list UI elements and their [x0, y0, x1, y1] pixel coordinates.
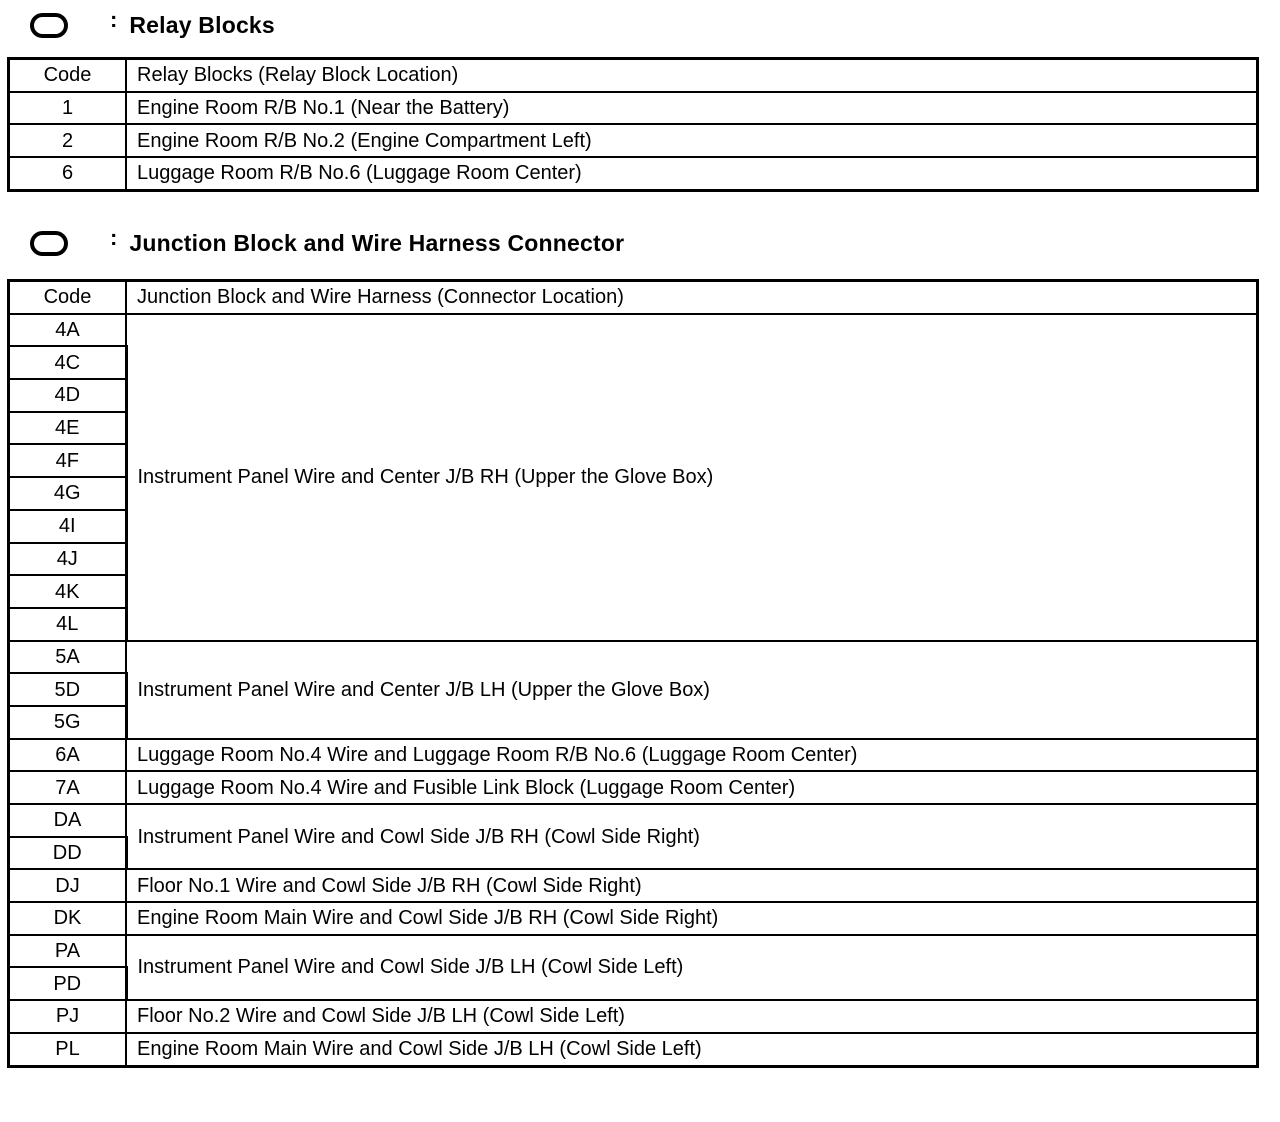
junction-block-table: [7, 279, 1259, 1068]
table-row: [9, 1033, 1258, 1066]
junction-location-cell: Engine Room Main Wire and Cowl Side J/B RH (Cowl Side Right): [126, 902, 1258, 935]
junction-block-header: [30, 223, 624, 263]
junction-code-cell: 4K: [9, 575, 127, 608]
junction-code-cell: 4F: [9, 444, 127, 477]
junction-code-cell: 7A: [9, 771, 127, 804]
junction-code-cell: PJ: [9, 1000, 127, 1033]
junction-code-cell: 4J: [9, 543, 127, 576]
junction-code-cell: 5D: [9, 673, 127, 706]
relay-header-colon: :: [110, 7, 118, 32]
junction-location-cell: Instrument Panel Wire and Center J/B LH (Upper the Glove Box): [126, 641, 1258, 739]
table-row: [9, 92, 1258, 125]
junction-code-cell: DK: [9, 902, 127, 935]
junction-location-cell: Engine Room Main Wire and Cowl Side J/B LH (Cowl Side Left): [126, 1033, 1258, 1066]
junction-code-cell: DD: [9, 837, 127, 870]
junction-code-cell: DJ: [9, 869, 127, 902]
junction-code-cell: PA: [9, 935, 127, 968]
junction-table-header-row: [9, 281, 1258, 314]
table-row: [9, 739, 1258, 772]
junction-code-cell: DA: [9, 804, 127, 837]
relay-code-cell: 6: [9, 157, 127, 190]
junction-code-cell: 4D: [9, 379, 127, 412]
relay-location-cell: Engine Room R/B No.2 (Engine Compartment Left): [126, 124, 1258, 157]
table-row: [9, 869, 1258, 902]
junction-location-cell: Luggage Room No.4 Wire and Fusible Link Block (Luggage Room Center): [126, 771, 1258, 804]
relay-code-cell: 1: [9, 92, 127, 125]
table-row: [9, 804, 1258, 837]
junction-code-cell: PL: [9, 1033, 127, 1066]
relay-table-header-row: [9, 59, 1258, 92]
junction-code-cell: 5A: [9, 641, 127, 674]
relay-code-cell: 2: [9, 124, 127, 157]
table-row: [9, 771, 1258, 804]
junction-code-cell: 4L: [9, 608, 127, 641]
table-row: [9, 124, 1258, 157]
junction-code-cell: 5G: [9, 706, 127, 739]
junction-location-cell: Floor No.2 Wire and Cowl Side J/B LH (Cowl Side Left): [126, 1000, 1258, 1033]
junction-location-cell: Instrument Panel Wire and Center J/B RH (Upper the Glove Box): [126, 314, 1258, 641]
table-row: [9, 157, 1258, 190]
relay-blocks-header: [30, 5, 275, 45]
junction-code-cell: 4E: [9, 412, 127, 445]
junction-code-cell: 4G: [9, 477, 127, 510]
relay-location-column-header: Relay Blocks (Relay Block Location): [126, 59, 1258, 92]
junction-code-cell: 6A: [9, 739, 127, 772]
relay-code-column-header: Code: [9, 59, 127, 92]
junction-code-cell: 4C: [9, 346, 127, 379]
junction-location-cell: Luggage Room No.4 Wire and Luggage Room R/B No.6 (Luggage Room Center): [126, 739, 1258, 772]
junction-code-cell: 4A: [9, 314, 127, 347]
junction-location-column-header: Junction Block and Wire Harness (Connector Location): [126, 281, 1258, 314]
junction-location-cell: Instrument Panel Wire and Cowl Side J/B LH (Cowl Side Left): [126, 935, 1258, 1000]
junction-code-cell: PD: [9, 967, 127, 1000]
table-row: [9, 1000, 1258, 1033]
table-row: [9, 902, 1258, 935]
relay-blocks-table: [7, 57, 1259, 192]
junction-code-column-header: Code: [9, 281, 127, 314]
junction-block-title: Junction Block and Wire Harness Connector: [129, 229, 625, 256]
junction-block-oval-icon: [30, 231, 68, 256]
junction-location-cell: Floor No.1 Wire and Cowl Side J/B RH (Cowl Side Right): [126, 869, 1258, 902]
relay-blocks-title: Relay Blocks: [129, 11, 275, 38]
junction-location-cell: Instrument Panel Wire and Cowl Side J/B RH (Cowl Side Right): [126, 804, 1258, 869]
relay-location-cell: Luggage Room R/B No.6 (Luggage Room Center): [126, 157, 1258, 190]
junction-header-colon: :: [110, 225, 118, 250]
relay-block-oval-icon: [30, 13, 68, 38]
table-row: [9, 314, 1258, 347]
table-row: [9, 641, 1258, 674]
junction-code-cell: 4I: [9, 510, 127, 543]
relay-location-cell: Engine Room R/B No.1 (Near the Battery): [126, 92, 1258, 125]
table-row: [9, 935, 1258, 968]
